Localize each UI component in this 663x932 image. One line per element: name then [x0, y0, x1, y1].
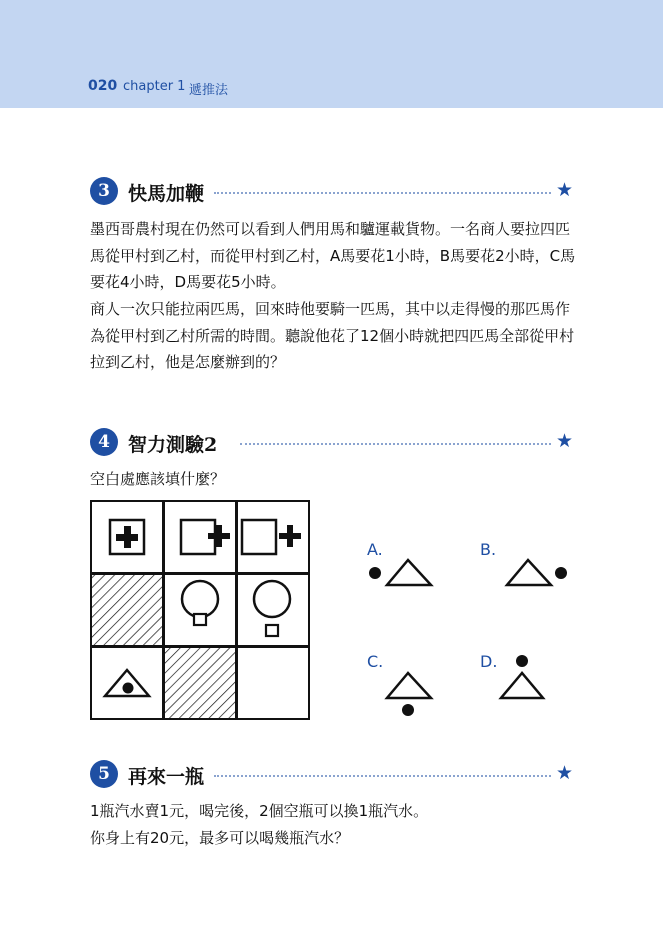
star-icon: ★ [555, 179, 573, 201]
square-plus-outside-icon [242, 520, 301, 554]
option-b-label: B. [480, 540, 497, 559]
section-4-question: 空白處應該填什麼？ [90, 470, 226, 488]
option-c-icon [387, 673, 431, 716]
circle-square-overlap-icon [182, 581, 218, 625]
square-plus-inside-icon [110, 520, 144, 554]
option-a-label: A. [367, 540, 383, 559]
option-d-icon [501, 655, 543, 698]
dotted-rule [214, 192, 551, 194]
dotted-rule [240, 443, 551, 445]
grid-cell-hatched [164, 647, 236, 719]
option-d-label: D. [480, 652, 498, 671]
section-3-heading [90, 177, 575, 207]
star-icon: ★ [555, 762, 573, 784]
puzzle-grid [90, 500, 312, 722]
grid-cell-blank [237, 647, 309, 719]
page-number: 020 [88, 78, 118, 94]
section-number-badge: 5 [90, 760, 118, 788]
section-5-line-1: 1瓶汽水賣1元，喝完後，2個空瓶可以換1瓶汽水。 [90, 802, 429, 820]
triangle-with-dot-icon [105, 670, 149, 696]
section-number-badge: 3 [90, 177, 118, 205]
section-number-badge: 4 [90, 428, 118, 456]
section-5-heading [90, 760, 575, 790]
page-header [0, 0, 663, 108]
section-title: 快馬加鞭 [128, 183, 205, 205]
answer-options [355, 530, 585, 720]
section-title: 再來一瓶 [128, 766, 205, 788]
star-icon: ★ [555, 430, 573, 452]
option-a-icon [369, 560, 431, 585]
grid-cell [164, 574, 236, 646]
section-4-heading [90, 428, 575, 458]
section-5-line-2: 你身上有20元，最多可以喝幾瓶汽水？ [90, 829, 350, 847]
circle-square-separate-icon [254, 581, 290, 636]
square-plus-corner-icon [181, 520, 230, 554]
option-c-label: C. [367, 652, 384, 671]
option-b-icon [507, 560, 567, 585]
dotted-rule [214, 775, 551, 777]
chapter-title: 遞推法 [189, 83, 229, 98]
section-3-paragraph-1: 墨西哥農村現在仍然可以看到人們用馬和驢運載貨物。一名商人要拉四匹馬從甲村到乙村，而從甲村到乙村，A馬要花1小時，B馬要花2小時，C馬要花4小時，D馬要花5小時。 [90, 220, 576, 291]
grid-cell-hatched [91, 574, 163, 646]
section-3-paragraph-2: 商人一次只能拉兩匹馬，回來時他要騎一匹馬，其中以走得慢的那匹馬作為從甲村到乙村所需的時間。聽說他花了12個小時就把四匹馬全部從甲村拉到乙村，他是怎麼辦到的？ [90, 300, 575, 371]
chapter-label: chapter 1 [123, 79, 186, 94]
section-title: 智力測驗2 [128, 434, 218, 456]
